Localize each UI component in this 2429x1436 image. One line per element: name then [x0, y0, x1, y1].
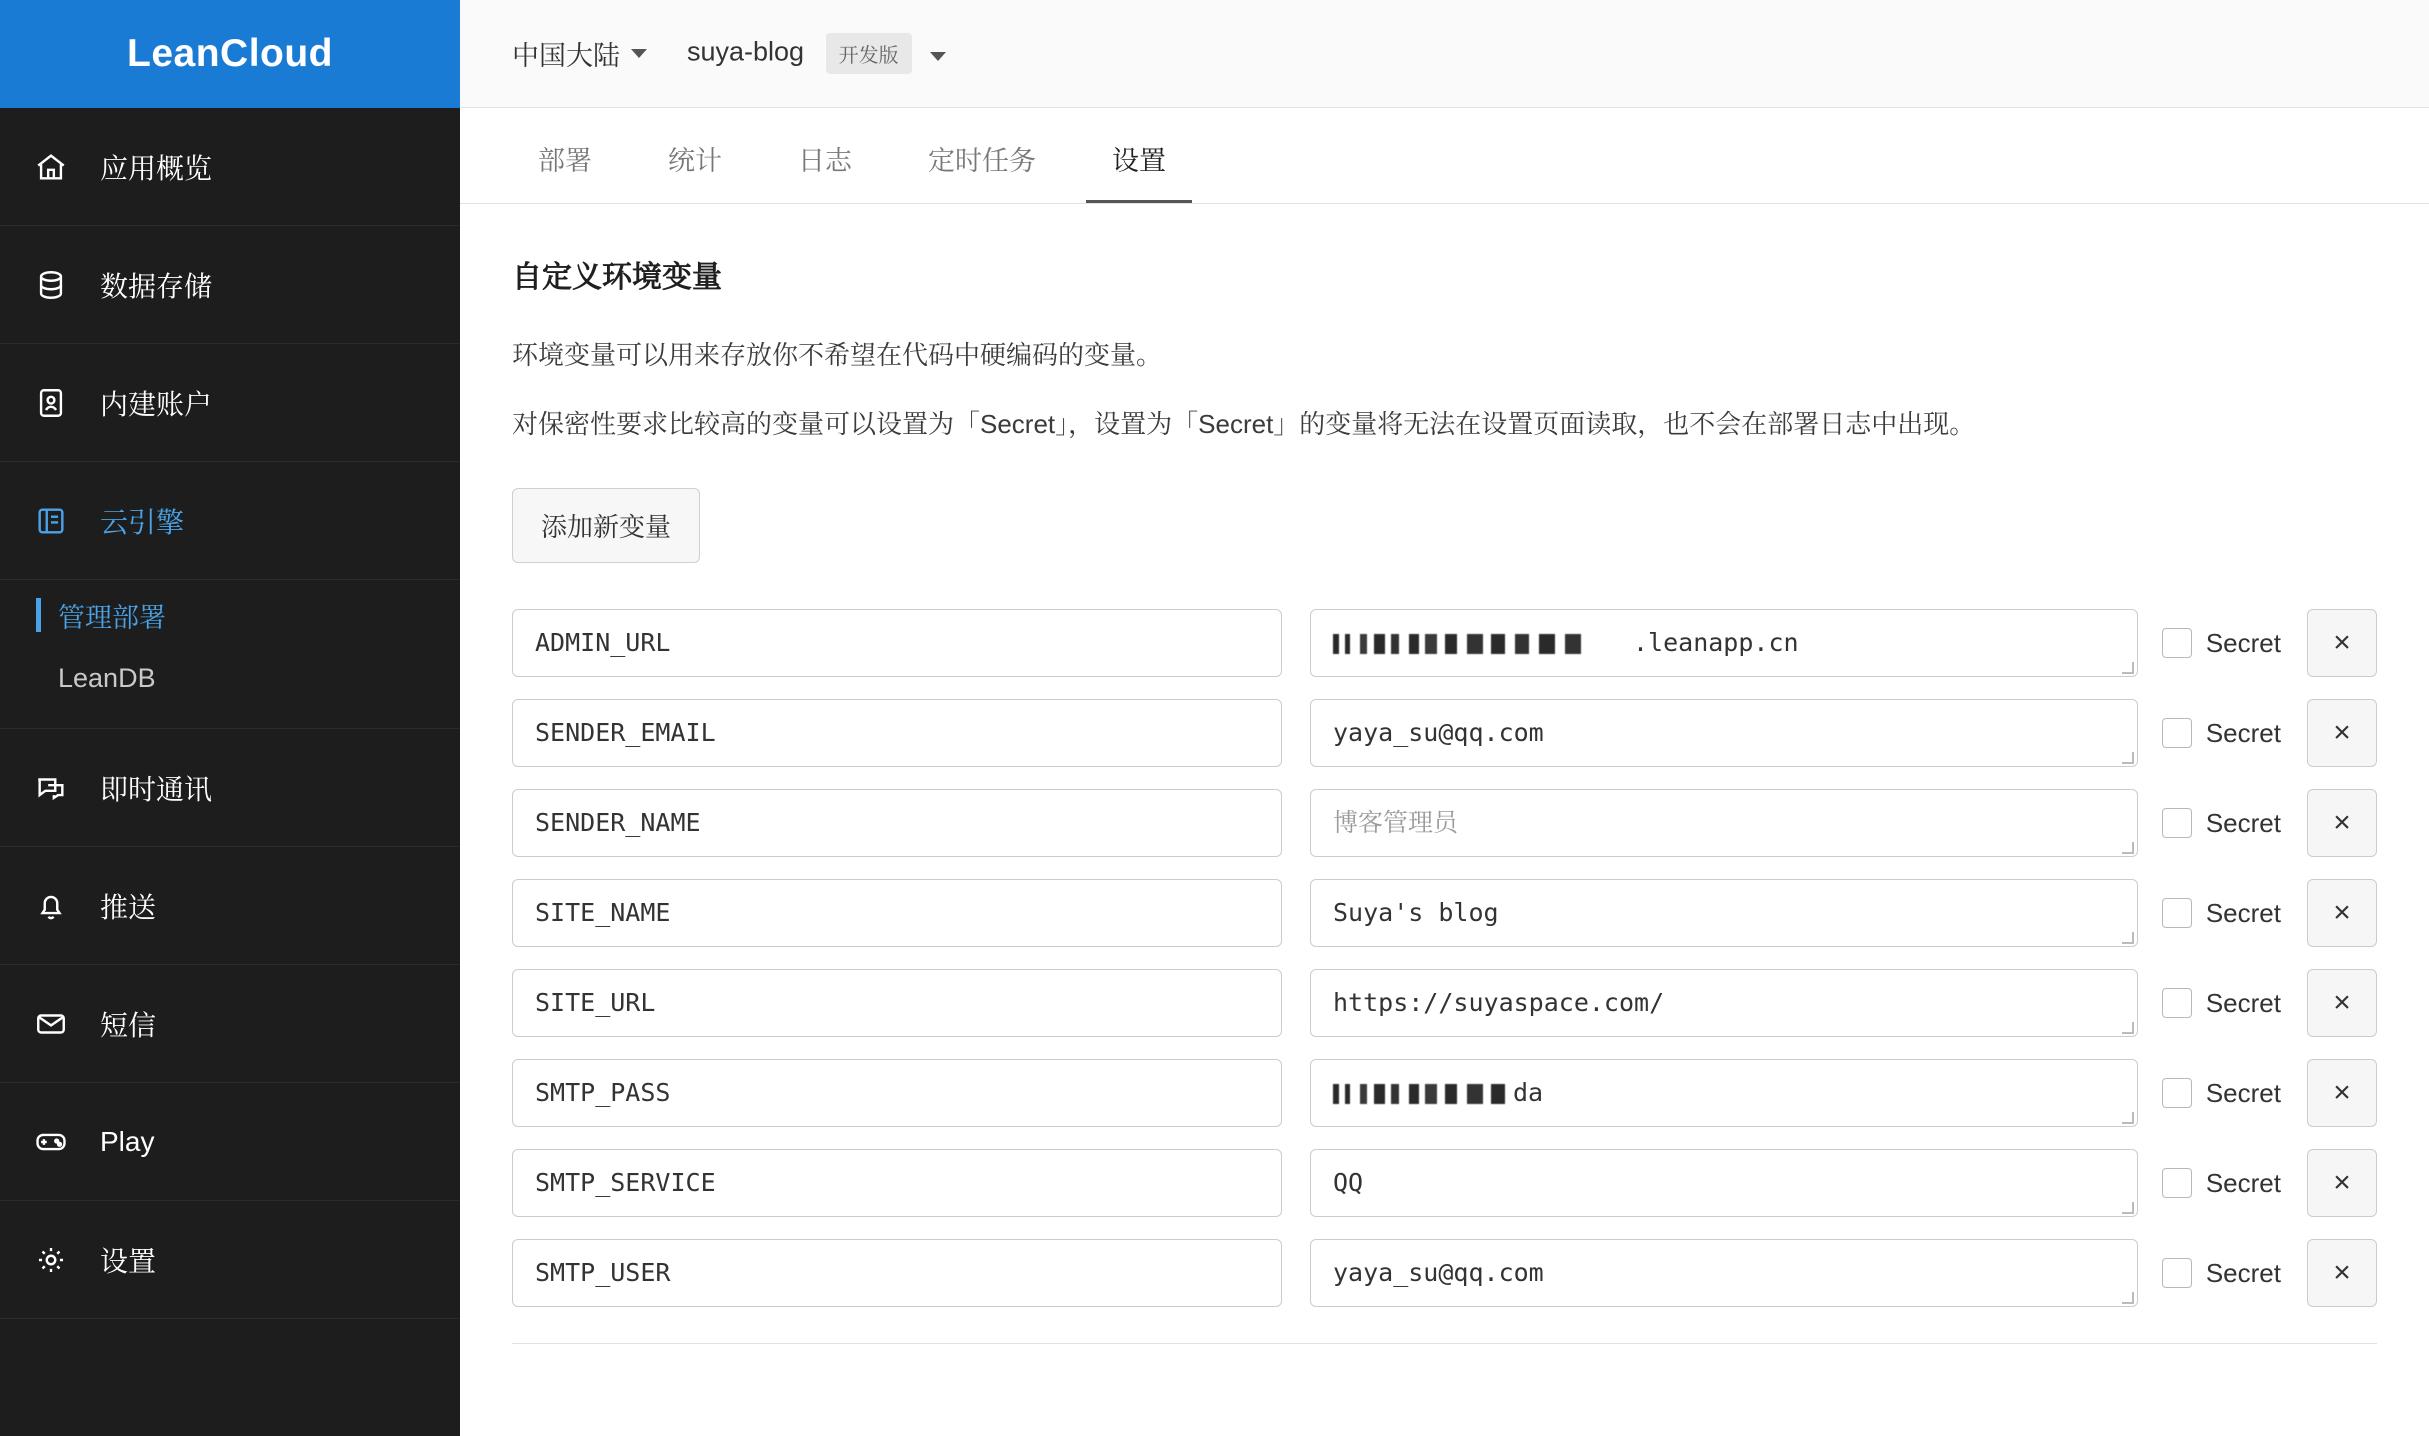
secret-label: Secret: [2205, 987, 2281, 1018]
table-row: [512, 879, 2377, 947]
table-row: [512, 1059, 2377, 1127]
gamepad-icon: [34, 1125, 86, 1159]
region-selector[interactable]: [512, 34, 647, 73]
secret-label: Secret: [2205, 807, 2281, 838]
sidebar-item-label: 推送: [100, 891, 157, 923]
tab-cron[interactable]: 定时任务: [928, 146, 1036, 176]
home-icon: [34, 150, 86, 184]
env-value-input[interactable]: [1310, 699, 2138, 767]
chat-icon: [34, 771, 86, 805]
sidebar-subitem-label: LeanDB: [58, 663, 156, 693]
delete-variable-button[interactable]: ×: [2307, 1059, 2377, 1127]
sidebar-item-label: 云引擎: [100, 506, 185, 538]
page-title: 自定义环境变量: [512, 261, 722, 294]
env-value-suffix: da: [1513, 1078, 1544, 1107]
secret-label: Secret: [2205, 717, 2281, 748]
secret-toggle[interactable]: [2162, 1078, 2281, 1109]
plan-badge: 开发版: [826, 33, 912, 74]
table-row: [512, 789, 2377, 857]
sidebar-item-label: 短信: [100, 1009, 157, 1041]
cloud-engine-submenu: [0, 580, 460, 729]
id-card-icon: [34, 386, 86, 420]
resize-handle-icon[interactable]: [2122, 662, 2134, 674]
env-key-input[interactable]: SENDER_EMAIL: [512, 699, 1282, 767]
env-value-suffix: .leanapp.cn: [1633, 628, 1799, 657]
chevron-down-icon: [631, 49, 647, 58]
env-value-input[interactable]: [1310, 1059, 2138, 1127]
masked-value: [1333, 634, 1633, 654]
resize-handle-icon[interactable]: [2122, 1112, 2134, 1124]
table-row: [512, 699, 2377, 767]
env-value-text: QQ: [1333, 1168, 1364, 1197]
resize-handle-icon[interactable]: [2122, 1022, 2134, 1034]
env-key-input[interactable]: SITE_URL: [512, 969, 1282, 1037]
description-line-1: 环境变量可以用来存放你不希望在代码中硬编码的变量。: [512, 340, 1163, 370]
sidebar-item-label: Play: [100, 1125, 155, 1157]
settings-content: [460, 204, 2429, 1436]
secret-toggle[interactable]: [2162, 988, 2281, 1019]
env-value-text: https://suyaspace.com/: [1333, 988, 1665, 1017]
env-key-input[interactable]: SMTP_PASS: [512, 1059, 1282, 1127]
secret-toggle[interactable]: [2162, 1258, 2281, 1289]
secret-checkbox[interactable]: [2162, 988, 2192, 1018]
section-divider: [512, 1343, 2377, 1344]
sidebar-item-sms[interactable]: [0, 965, 460, 1083]
sidebar-item-label: 应用概览: [100, 152, 213, 184]
bell-icon: [34, 889, 86, 923]
app-selector[interactable]: [687, 33, 946, 74]
delete-variable-button[interactable]: ×: [2307, 879, 2377, 947]
secret-checkbox[interactable]: [2162, 898, 2192, 928]
sidebar-item-label: 即时通讯: [100, 773, 213, 805]
sidebar-item-label: 数据存储: [100, 270, 213, 302]
secret-checkbox[interactable]: [2162, 1078, 2192, 1108]
sidebar-item-label: 内建账户: [100, 388, 213, 420]
table-row: [512, 609, 2377, 677]
secret-checkbox[interactable]: [2162, 718, 2192, 748]
delete-variable-button[interactable]: ×: [2307, 969, 2377, 1037]
description-line-2: 对保密性要求比较高的变量可以设置为「Secret」，设置为「Secret」的变量将无法在设置页面读取，也不会在部署日志中出现。: [512, 409, 1976, 439]
tab-bar: [460, 108, 2429, 204]
secret-checkbox[interactable]: [2162, 1258, 2192, 1288]
resize-handle-icon[interactable]: [2122, 1202, 2134, 1214]
sidebar-item-play[interactable]: [0, 1083, 460, 1201]
env-var-list: [512, 609, 2377, 1307]
sidebar-item-label: 设置: [100, 1245, 157, 1277]
secret-label: Secret: [2205, 627, 2281, 658]
app-name-label: suya-blog: [687, 36, 805, 67]
env-value-input[interactable]: [1310, 789, 2138, 857]
engine-icon: [34, 504, 86, 538]
sidebar-subitem-leandb[interactable]: [0, 647, 460, 710]
region-label: 中国大陆: [512, 41, 620, 71]
sidebar-subitem-label: 管理部署: [58, 603, 166, 633]
main-panel: [460, 0, 2429, 1436]
secret-checkbox[interactable]: [2162, 1168, 2192, 1198]
env-value-input[interactable]: [1310, 879, 2138, 947]
table-row: [512, 969, 2377, 1037]
tab-settings[interactable]: 设置: [1086, 139, 1192, 203]
secret-label: Secret: [2205, 1167, 2281, 1198]
env-key-input[interactable]: SMTP_USER: [512, 1239, 1282, 1307]
resize-handle-icon[interactable]: [2122, 1292, 2134, 1304]
tab-deploy[interactable]: 部署: [538, 146, 592, 176]
env-value-input[interactable]: [1310, 1149, 2138, 1217]
env-key-input[interactable]: SENDER_NAME: [512, 789, 1282, 857]
topbar: [460, 0, 2429, 108]
sidebar-subitem-manage-deploy[interactable]: [0, 584, 460, 647]
secret-checkbox[interactable]: [2162, 808, 2192, 838]
mail-icon: [34, 1007, 86, 1041]
database-icon: [34, 268, 86, 302]
table-row: [512, 1149, 2377, 1217]
delete-variable-button[interactable]: ×: [2307, 789, 2377, 857]
delete-variable-button[interactable]: ×: [2307, 699, 2377, 767]
secret-toggle[interactable]: [2162, 628, 2281, 659]
sidebar-item-app-overview[interactable]: [0, 108, 460, 226]
env-value-text: yaya_su@qq.com: [1333, 718, 1544, 747]
secret-toggle[interactable]: [2162, 808, 2281, 839]
delete-variable-button[interactable]: ×: [2307, 609, 2377, 677]
secret-toggle[interactable]: [2162, 1168, 2281, 1199]
delete-variable-button[interactable]: ×: [2307, 1239, 2377, 1307]
secret-label: Secret: [2205, 1257, 2281, 1288]
env-key-input[interactable]: ADMIN_URL: [512, 609, 1282, 677]
brand-logo[interactable]: [0, 0, 460, 108]
sidebar-item-messaging[interactable]: [0, 729, 460, 847]
resize-handle-icon[interactable]: [2122, 842, 2134, 854]
env-value-text: 博客管理员: [1333, 808, 1459, 837]
env-value-input[interactable]: [1310, 609, 2138, 677]
sidebar-item-push[interactable]: [0, 847, 460, 965]
env-value-text: Suya's blog: [1333, 898, 1499, 927]
secret-toggle[interactable]: [2162, 898, 2281, 929]
secret-toggle[interactable]: [2162, 718, 2281, 749]
sidebar-item-builtin-accounts[interactable]: [0, 344, 460, 462]
masked-value: [1333, 1084, 1513, 1104]
env-value-input[interactable]: [1310, 969, 2138, 1037]
tab-stats[interactable]: 统计: [668, 146, 722, 176]
resize-handle-icon[interactable]: [2122, 752, 2134, 764]
resize-handle-icon[interactable]: [2122, 932, 2134, 944]
delete-variable-button[interactable]: ×: [2307, 1149, 2377, 1217]
secret-checkbox[interactable]: [2162, 628, 2192, 658]
chevron-down-icon: [930, 52, 946, 61]
sidebar-item-settings[interactable]: [0, 1201, 460, 1319]
sidebar-item-data-storage[interactable]: [0, 226, 460, 344]
env-key-input[interactable]: SITE_NAME: [512, 879, 1282, 947]
sidebar: [0, 0, 460, 1436]
add-variable-button[interactable]: 添加新变量: [512, 488, 700, 563]
gear-icon: [34, 1243, 86, 1277]
sidebar-item-cloud-engine[interactable]: [0, 462, 460, 580]
secret-label: Secret: [2205, 1077, 2281, 1108]
env-value-text: yaya_su@qq.com: [1333, 1258, 1544, 1287]
table-row: [512, 1239, 2377, 1307]
env-key-input[interactable]: SMTP_SERVICE: [512, 1149, 1282, 1217]
brand-text: LeanCloud: [127, 32, 333, 75]
tab-logs[interactable]: 日志: [798, 146, 852, 176]
secret-label: Secret: [2205, 897, 2281, 928]
env-value-input[interactable]: [1310, 1239, 2138, 1307]
